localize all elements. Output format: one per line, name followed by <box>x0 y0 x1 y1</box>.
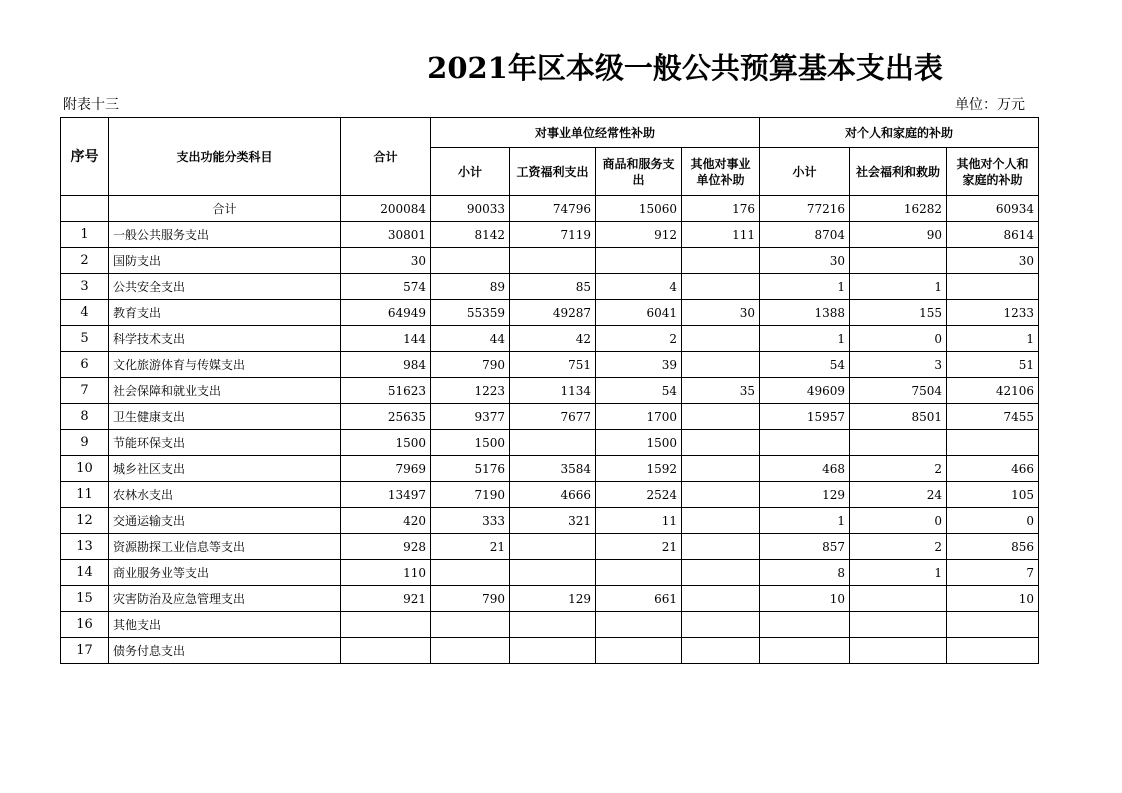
row-seq: 16 <box>61 612 109 638</box>
row-cell <box>431 612 510 638</box>
row-cell: 89 <box>431 274 510 300</box>
header-g2-subtotal: 小计 <box>760 148 850 196</box>
row-cell: 4666 <box>510 482 596 508</box>
row-cell <box>510 430 596 456</box>
row-cell <box>682 638 760 664</box>
table-row <box>61 508 1039 534</box>
row-cell: 1500 <box>341 430 431 456</box>
row-cell: 10 <box>947 586 1039 612</box>
header-g2-welfare: 社会福利和救助 <box>850 148 947 196</box>
row-cell <box>596 612 682 638</box>
table-row <box>61 274 1039 300</box>
row-cell <box>682 534 760 560</box>
row-cell <box>850 638 947 664</box>
row-cell: 912 <box>596 222 682 248</box>
table-row <box>61 300 1039 326</box>
row-seq: 11 <box>61 482 109 508</box>
row-cell <box>947 274 1039 300</box>
header-g2-other: 其他对个人和家庭的补助 <box>947 148 1039 196</box>
row-category: 交通运输支出 <box>109 508 341 534</box>
row-seq: 12 <box>61 508 109 534</box>
row-cell <box>682 508 760 534</box>
row-cell: 105 <box>947 482 1039 508</box>
row-category: 教育支出 <box>109 300 341 326</box>
row-cell: 85 <box>510 274 596 300</box>
row-cell: 1 <box>760 508 850 534</box>
row-cell: 1 <box>850 560 947 586</box>
row-cell: 144 <box>341 326 431 352</box>
row-cell: 466 <box>947 456 1039 482</box>
row-cell <box>947 430 1039 456</box>
header-category: 支出功能分类科目 <box>109 118 341 196</box>
row-category: 卫生健康支出 <box>109 404 341 430</box>
row-cell <box>850 586 947 612</box>
row-category: 商业服务业等支出 <box>109 560 341 586</box>
row-category: 农林水支出 <box>109 482 341 508</box>
row-cell: 49287 <box>510 300 596 326</box>
table-row <box>61 378 1039 404</box>
row-cell: 7190 <box>431 482 510 508</box>
total-cell: 16282 <box>850 196 947 222</box>
row-category: 科学技术支出 <box>109 326 341 352</box>
row-cell <box>682 456 760 482</box>
header-g1-goods-services: 商品和服务支出 <box>596 148 682 196</box>
row-cell: 155 <box>850 300 947 326</box>
row-cell: 1388 <box>760 300 850 326</box>
row-cell: 0 <box>947 508 1039 534</box>
row-cell: 51623 <box>341 378 431 404</box>
row-cell: 44 <box>431 326 510 352</box>
total-row <box>61 196 1039 222</box>
total-cell: 60934 <box>947 196 1039 222</box>
row-cell: 54 <box>596 378 682 404</box>
row-cell: 468 <box>760 456 850 482</box>
row-cell: 7119 <box>510 222 596 248</box>
row-cell <box>760 430 850 456</box>
row-seq: 10 <box>61 456 109 482</box>
row-cell: 54 <box>760 352 850 378</box>
row-category: 公共安全支出 <box>109 274 341 300</box>
row-cell: 8614 <box>947 222 1039 248</box>
row-cell: 30 <box>947 248 1039 274</box>
total-cell: 176 <box>682 196 760 222</box>
row-cell <box>431 248 510 274</box>
row-cell <box>760 638 850 664</box>
row-cell: 0 <box>850 508 947 534</box>
total-cell: 15060 <box>596 196 682 222</box>
total-cell: 74796 <box>510 196 596 222</box>
row-cell <box>510 638 596 664</box>
row-cell: 2524 <box>596 482 682 508</box>
row-cell: 21 <box>596 534 682 560</box>
row-cell <box>682 352 760 378</box>
row-cell: 1 <box>850 274 947 300</box>
table-row <box>61 430 1039 456</box>
table-row <box>61 248 1039 274</box>
table-row <box>61 404 1039 430</box>
row-cell: 42 <box>510 326 596 352</box>
row-cell <box>596 638 682 664</box>
row-cell: 1134 <box>510 378 596 404</box>
row-seq: 2 <box>61 248 109 274</box>
row-cell: 0 <box>850 326 947 352</box>
row-cell: 1700 <box>596 404 682 430</box>
row-cell <box>682 248 760 274</box>
table-body <box>61 118 1039 664</box>
table-row <box>61 560 1039 586</box>
table-row <box>61 456 1039 482</box>
budget-table <box>60 117 1039 664</box>
row-cell: 1233 <box>947 300 1039 326</box>
row-cell: 321 <box>510 508 596 534</box>
row-cell <box>596 248 682 274</box>
row-cell <box>682 404 760 430</box>
row-cell <box>682 430 760 456</box>
row-cell: 15957 <box>760 404 850 430</box>
row-cell: 64949 <box>341 300 431 326</box>
row-cell: 8 <box>760 560 850 586</box>
row-cell: 9377 <box>431 404 510 430</box>
header-seq: 序号 <box>61 118 109 196</box>
unit-label: 单位：万元 <box>955 97 1025 113</box>
row-seq: 6 <box>61 352 109 378</box>
row-cell: 10 <box>760 586 850 612</box>
header-total: 合计 <box>341 118 431 196</box>
row-seq: 9 <box>61 430 109 456</box>
row-cell <box>431 638 510 664</box>
row-cell: 333 <box>431 508 510 534</box>
table-row <box>61 534 1039 560</box>
row-cell: 3 <box>850 352 947 378</box>
row-seq: 1 <box>61 222 109 248</box>
row-cell: 1592 <box>596 456 682 482</box>
row-cell: 39 <box>596 352 682 378</box>
row-cell <box>682 560 760 586</box>
row-cell: 30 <box>682 300 760 326</box>
row-seq: 17 <box>61 638 109 664</box>
row-cell: 35 <box>682 378 760 404</box>
row-cell <box>947 612 1039 638</box>
row-cell: 25635 <box>341 404 431 430</box>
row-cell: 1500 <box>431 430 510 456</box>
row-cell <box>850 612 947 638</box>
row-cell: 984 <box>341 352 431 378</box>
row-seq: 4 <box>61 300 109 326</box>
row-cell: 3584 <box>510 456 596 482</box>
row-cell: 7504 <box>850 378 947 404</box>
row-cell <box>947 638 1039 664</box>
row-cell <box>850 430 947 456</box>
row-cell: 661 <box>596 586 682 612</box>
row-cell: 5176 <box>431 456 510 482</box>
row-cell <box>682 482 760 508</box>
row-cell: 928 <box>341 534 431 560</box>
header-g1-subtotal: 小计 <box>431 148 510 196</box>
table-row <box>61 352 1039 378</box>
row-cell: 7677 <box>510 404 596 430</box>
row-cell: 21 <box>431 534 510 560</box>
row-cell: 49609 <box>760 378 850 404</box>
header-g1-other: 其他对事业单位补助 <box>682 148 760 196</box>
row-cell: 13497 <box>341 482 431 508</box>
row-cell: 42106 <box>947 378 1039 404</box>
row-cell: 1 <box>760 326 850 352</box>
row-cell: 8501 <box>850 404 947 430</box>
row-category: 债务付息支出 <box>109 638 341 664</box>
row-cell: 921 <box>341 586 431 612</box>
row-cell <box>510 534 596 560</box>
row-cell <box>431 560 510 586</box>
row-seq: 13 <box>61 534 109 560</box>
row-seq: 5 <box>61 326 109 352</box>
row-cell: 790 <box>431 586 510 612</box>
row-cell: 24 <box>850 482 947 508</box>
row-cell: 30 <box>341 248 431 274</box>
row-cell <box>850 248 947 274</box>
row-cell: 857 <box>760 534 850 560</box>
total-cell: 200084 <box>341 196 431 222</box>
table-row <box>61 612 1039 638</box>
row-category: 资源勘探工业信息等支出 <box>109 534 341 560</box>
row-cell: 1500 <box>596 430 682 456</box>
row-cell: 8704 <box>760 222 850 248</box>
row-category: 国防支出 <box>109 248 341 274</box>
row-cell: 751 <box>510 352 596 378</box>
row-cell <box>341 638 431 664</box>
row-category: 城乡社区支出 <box>109 456 341 482</box>
row-cell: 790 <box>431 352 510 378</box>
row-cell: 111 <box>682 222 760 248</box>
row-cell: 30 <box>760 248 850 274</box>
row-cell <box>510 612 596 638</box>
row-seq: 15 <box>61 586 109 612</box>
row-category: 其他支出 <box>109 612 341 638</box>
row-cell: 90 <box>850 222 947 248</box>
row-cell <box>510 560 596 586</box>
row-seq: 8 <box>61 404 109 430</box>
row-cell: 574 <box>341 274 431 300</box>
row-cell: 4 <box>596 274 682 300</box>
row-cell <box>510 248 596 274</box>
row-cell: 1 <box>760 274 850 300</box>
row-cell: 51 <box>947 352 1039 378</box>
row-cell: 856 <box>947 534 1039 560</box>
row-cell <box>596 560 682 586</box>
header-group-institution-subsidy: 对事业单位经常性补助 <box>431 118 760 148</box>
row-cell: 7969 <box>341 456 431 482</box>
row-cell: 420 <box>341 508 431 534</box>
row-cell <box>682 274 760 300</box>
row-cell: 129 <box>510 586 596 612</box>
row-cell: 2 <box>596 326 682 352</box>
row-category: 节能环保支出 <box>109 430 341 456</box>
row-category: 灾害防治及应急管理支出 <box>109 586 341 612</box>
row-cell: 7 <box>947 560 1039 586</box>
row-cell <box>682 586 760 612</box>
row-cell: 6041 <box>596 300 682 326</box>
row-cell: 7455 <box>947 404 1039 430</box>
row-cell: 30801 <box>341 222 431 248</box>
row-cell: 2 <box>850 534 947 560</box>
row-cell: 1223 <box>431 378 510 404</box>
row-category: 一般公共服务支出 <box>109 222 341 248</box>
total-row-seq <box>61 196 109 222</box>
row-cell <box>760 612 850 638</box>
row-cell: 11 <box>596 508 682 534</box>
row-cell: 8142 <box>431 222 510 248</box>
row-category: 社会保障和就业支出 <box>109 378 341 404</box>
total-cell: 77216 <box>760 196 850 222</box>
table-row <box>61 638 1039 664</box>
row-seq: 7 <box>61 378 109 404</box>
total-cell: 90033 <box>431 196 510 222</box>
table-row <box>61 482 1039 508</box>
table-row <box>61 326 1039 352</box>
attachment-label: 附表十三 <box>63 97 119 113</box>
row-seq: 14 <box>61 560 109 586</box>
row-seq: 3 <box>61 274 109 300</box>
row-cell: 1 <box>947 326 1039 352</box>
row-cell: 55359 <box>431 300 510 326</box>
row-cell: 110 <box>341 560 431 586</box>
row-cell <box>682 612 760 638</box>
row-category: 文化旅游体育与传媒支出 <box>109 352 341 378</box>
row-cell: 129 <box>760 482 850 508</box>
table-row <box>61 222 1039 248</box>
page-title: 2021年区本级一般公共预算基本支出表 <box>427 51 943 85</box>
row-cell <box>682 326 760 352</box>
total-row-label: 合计 <box>109 196 341 222</box>
header-g1-wages: 工资福利支出 <box>510 148 596 196</box>
row-cell: 2 <box>850 456 947 482</box>
table-row <box>61 586 1039 612</box>
header-group-personal-subsidy: 对个人和家庭的补助 <box>760 118 1039 148</box>
row-cell <box>341 612 431 638</box>
